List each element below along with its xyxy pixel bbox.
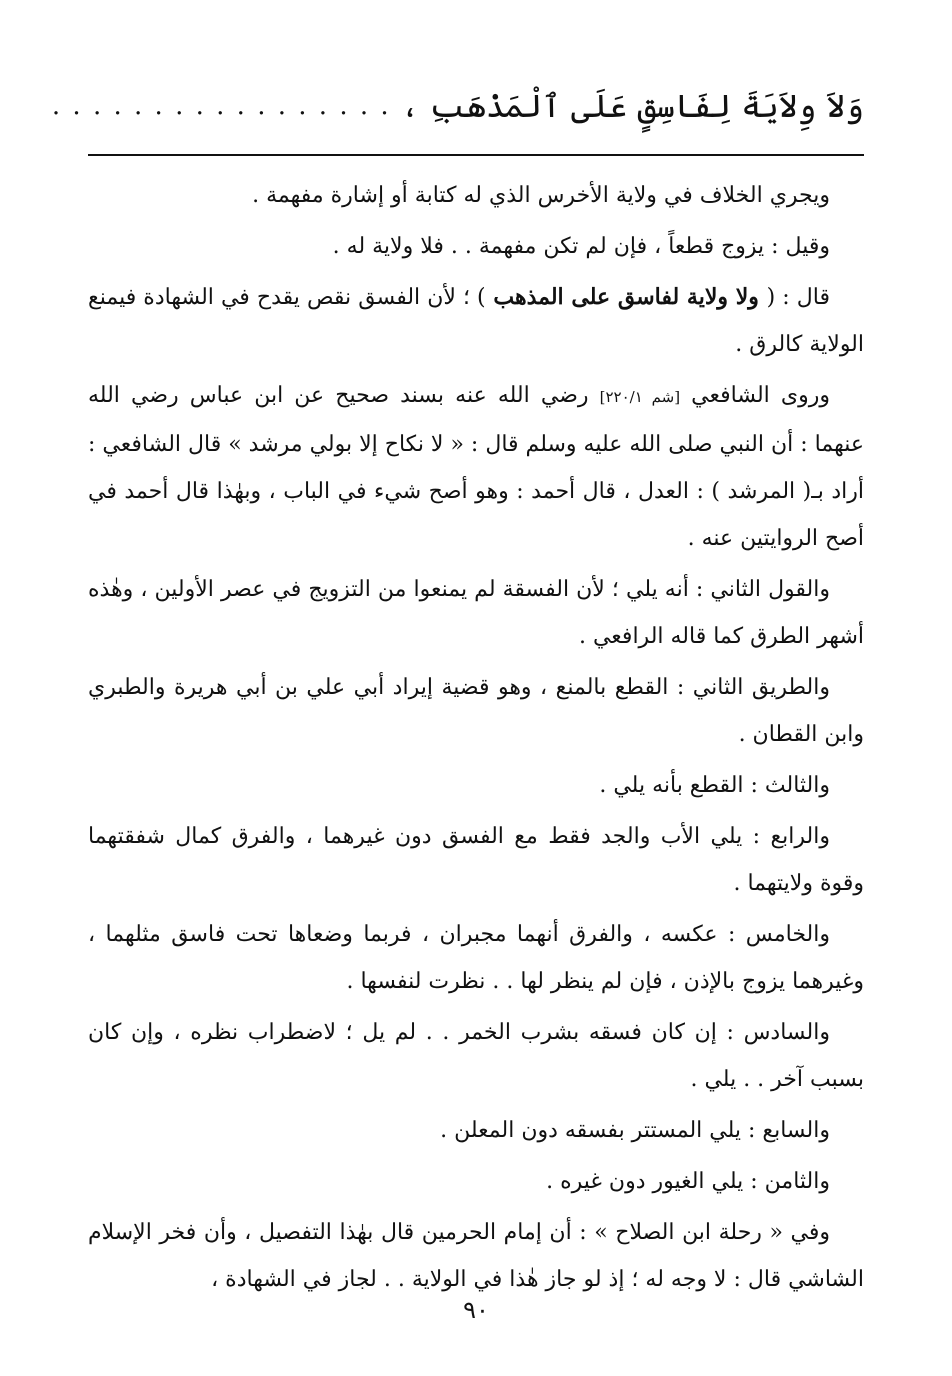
paragraph-1: ويجري الخلاف في ولاية الأخرس الذي له كتابة أو إشارة مفهمة . [252, 183, 830, 208]
paragraph-4-rest: رضي الله عنه بسند صحيح عن ابن عباس رضي الله عنهما : أن النبي صلى الله عليه وسلم قال : « لا نكاح إلا بولي مرشد » قال الشافعي : أراد بـ( المرشد ) : العدل ، قال أحمد : وهو أصح شيء في الباب ، وبهٰذا قال أحمد في أصح الروايتين عنه . [88, 383, 864, 551]
paragraph-7: والثالث : القطع بأنه يلي . [599, 773, 830, 798]
paragraph-13: وفي « رحلة ابن الصلاح » : أن إمام الحرمين قال بهٰذا التفصيل ، وأن فخر الإسلام الشاشي قال : لا وجه له ؛ إذ لو جاز هٰذا في الولاية . . لجاز في الشهادة ، [88, 1220, 864, 1292]
paragraph-9: والخامس : عكسه ، والفرق أنهما مجبران ، فربما وضعاها تحت فاسق مثلهما ، وغيرهما يزوج بالإذن ، فإن لم ينظر لها . . نظرت لنفسها . [88, 922, 864, 994]
page-number: ٩٠ [463, 1296, 489, 1324]
paragraph-4 [88, 372, 864, 562]
running-header-dots: . . . . . . . . . . . . . . . . . [51, 91, 391, 121]
running-header-title: وَلاَ وِلاَيَةَ لِفَاسِقٍ عَلَى ٱلْمَذْهَبِ ، [400, 87, 864, 125]
paragraph-5: والقول الثاني : أنه يلي ؛ لأن الفسقة لم يمنعوا من التزويج في عصر الأولين ، وهٰذه أشهر الطرق كما قاله الرافعي . [88, 577, 864, 649]
paragraph-3-rest: ) ؛ لأن الفسق نقص يقدح في الشهادة فيمنع الولاية كالرق . [88, 285, 864, 357]
matn-quote: ولا ولاية لفاسق على المذهب [485, 284, 767, 310]
main-text [88, 172, 864, 1307]
paragraph-12: والثامن : يلي الغيور دون غيره . [546, 1169, 830, 1194]
header-rule [88, 154, 864, 156]
paragraph-3 [88, 274, 864, 368]
paragraph-4-lead: وروى الشافعي [680, 383, 830, 408]
paragraph-8: والرابع : يلي الأب والجد فقط مع الفسق دون غيرهما ، والفرق كمال شفقتهما وقوة ولايتهما . [88, 824, 864, 896]
paragraph-3-lead: قال : ( [766, 285, 830, 310]
running-header [51, 80, 864, 132]
paragraph-6: والطريق الثاني : القطع بالمنع ، وهو قضية إيراد أبي علي بن أبي هريرة والطبري وابن القطان . [88, 675, 864, 747]
source-citation: [شم ٢٢٠/١] [599, 388, 681, 406]
paragraph-10: والسادس : إن كان فسقه بشرب الخمر . . لم يل ؛ لاضطراب نظره ، وإن كان بسبب آخر . . يلي . [88, 1020, 864, 1092]
paragraph-2: وقيل : يزوج قطعاً ، فإن لم تكن مفهمة . . فلا ولاية له . [332, 234, 830, 259]
paragraph-11: والسابع : يلي المستتر بفسقه دون المعلن . [440, 1118, 830, 1143]
